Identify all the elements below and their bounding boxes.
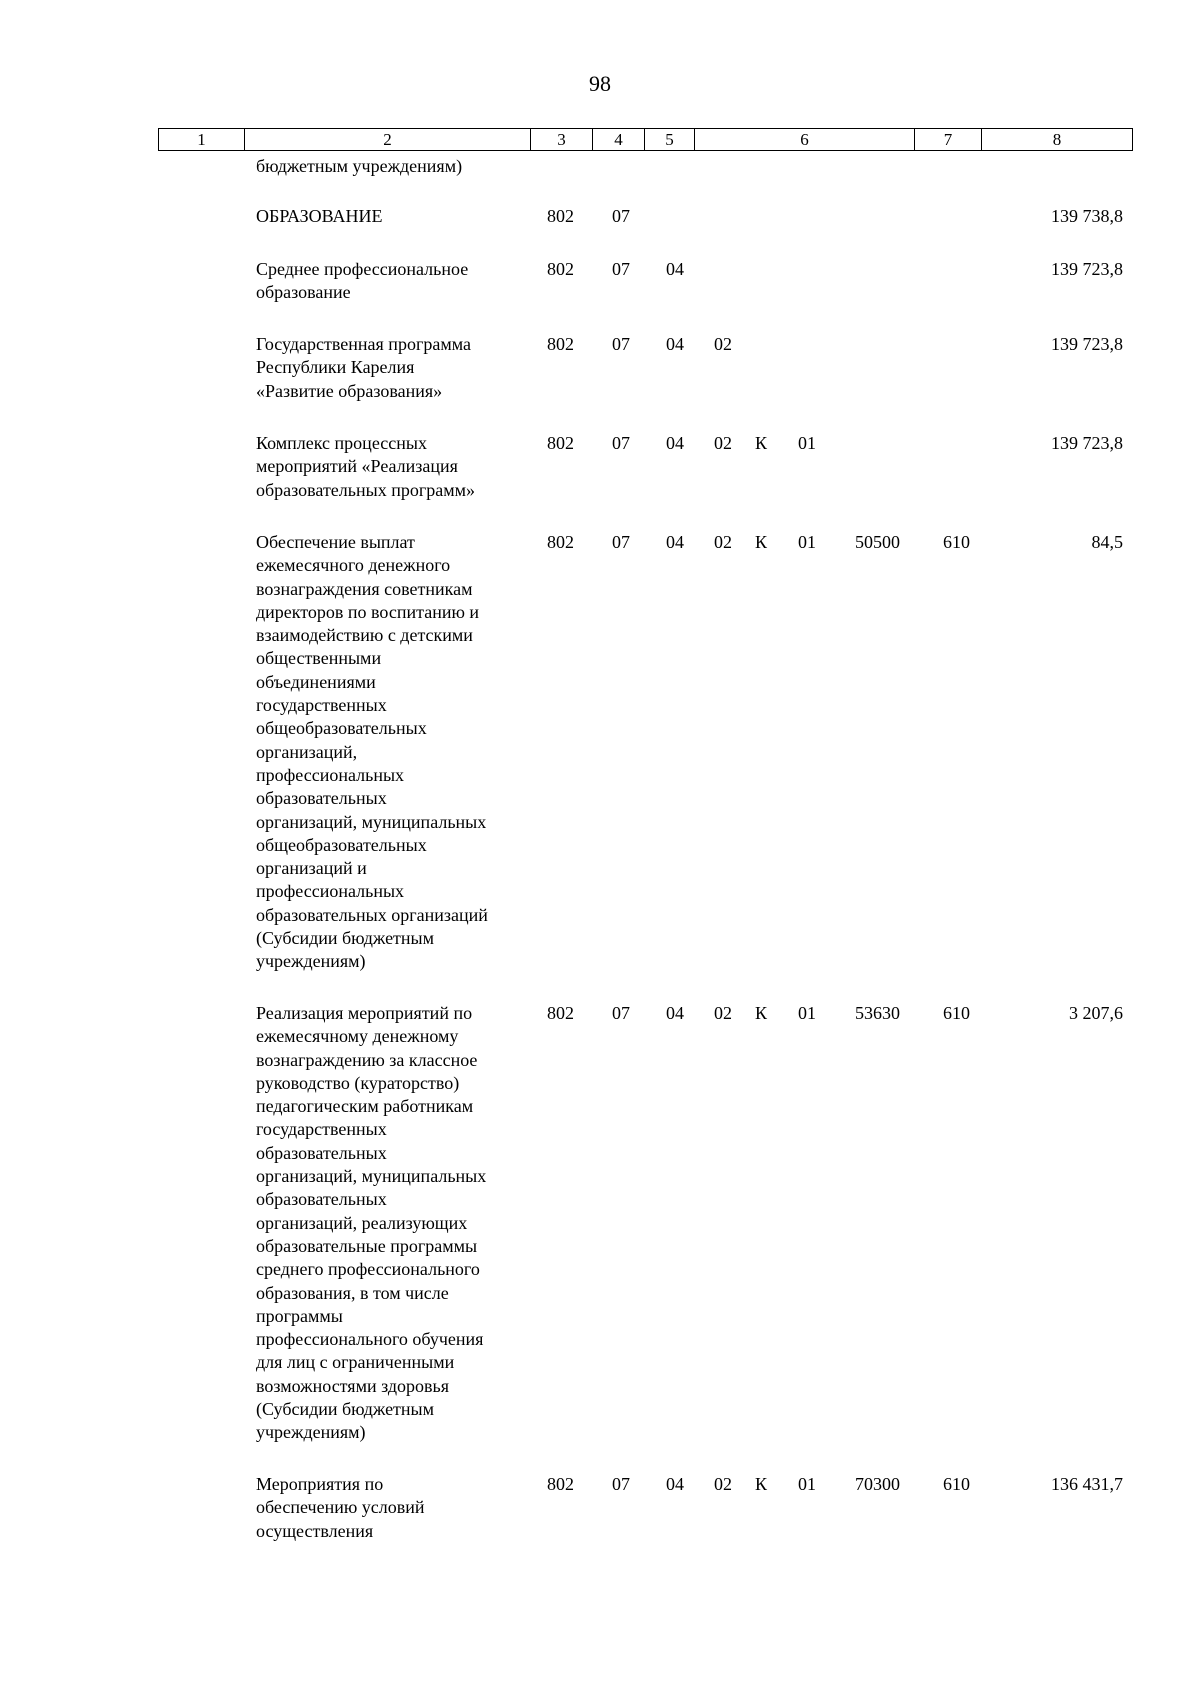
cell-col-4: 07 xyxy=(612,259,630,279)
cell-col-6-direction: 53630 xyxy=(855,1003,900,1023)
row-name: Обеспечение выплат ежемесячного денежного вознаграждения советникам директоров по воспитанию и взаимодействию с детскими общественными объединениями государственных общеобразовательных организаций, профессиональных образовательных организаций, муниципальных общеобразовательных организаций и профессиональных образовательных организаций (Субсидии бюджетным учреждениям) xyxy=(256,532,488,972)
row-name: Государственная программа Республики Карелия «Развитие образования» xyxy=(256,334,471,401)
cell-col-5: 04 xyxy=(666,433,684,453)
cell-col-8: 136 431,7 xyxy=(1051,1474,1123,1494)
header-col-2: 2 xyxy=(245,129,531,150)
cell-col-3: 802 xyxy=(547,334,574,354)
cell-col-6-complex: 01 xyxy=(798,433,816,453)
header-col-7: 7 xyxy=(915,129,982,150)
cell-col-6-complex: 01 xyxy=(798,532,816,552)
cell-col-6-program: 02 xyxy=(714,334,732,354)
row-name: Реализация мероприятий по ежемесячному денежному вознаграждению за классное руководство (кураторство) педагогическим работникам государственных образовательных организаций, муниципальных образовательных организаций, реализующих образовательные программы среднего профессионального образования, в том числе программы профессионального обучения для лиц с ограниченными возможностями здоровья (Субсидии бюджетным учреждениям) xyxy=(256,1003,487,1443)
cell-col-6-program: 02 xyxy=(714,1474,732,1494)
cell-col-3: 802 xyxy=(547,259,574,279)
row-name: Среднее профессиональное образование xyxy=(256,259,469,303)
cell-col-6-type: К xyxy=(755,1003,768,1023)
header-col-8: 8 xyxy=(1052,130,1062,149)
cell-col-3: 802 xyxy=(547,1003,574,1023)
cell-col-5: 04 xyxy=(666,334,684,354)
cell-col-6-complex: 01 xyxy=(798,1474,816,1494)
cell-col-3: 802 xyxy=(547,1474,574,1494)
page-number: 98 xyxy=(589,71,611,96)
cell-col-6-direction: 70300 xyxy=(855,1474,900,1494)
cell-col-4: 07 xyxy=(612,206,630,226)
cell-col-3: 802 xyxy=(547,206,574,226)
header-col-6: 6 xyxy=(695,129,915,150)
cell-col-5: 04 xyxy=(666,1474,684,1494)
cell-col-3: 802 xyxy=(547,433,574,453)
table-header xyxy=(158,128,1133,151)
cell-col-6-complex: 01 xyxy=(798,1003,816,1023)
cell-col-5: 04 xyxy=(666,532,684,552)
cell-col-6-direction: 50500 xyxy=(855,532,900,552)
cell-col-7: 610 xyxy=(943,1003,970,1023)
cell-col-6-program: 02 xyxy=(714,433,732,453)
row-name: Мероприятия по обеспечению условий осуществления xyxy=(256,1474,425,1541)
cell-col-4: 07 xyxy=(612,532,630,552)
cell-col-6-program: 02 xyxy=(714,532,732,552)
cell-col-8: 139 723,8 xyxy=(1051,334,1123,354)
cell-col-3: 802 xyxy=(547,532,574,552)
cell-col-4: 07 xyxy=(612,1003,630,1023)
header-col-5: 5 xyxy=(645,129,695,150)
cell-col-8: 139 738,8 xyxy=(1051,206,1123,226)
cell-col-6-type: К xyxy=(755,433,768,453)
row-name: Комплекс процессных мероприятий «Реализация образовательных программ» xyxy=(256,433,475,500)
row-name: бюджетным учреждениям) xyxy=(256,156,463,176)
cell-col-8: 84,5 xyxy=(1091,532,1123,552)
cell-col-6-type: К xyxy=(755,1474,768,1494)
cell-col-8: 139 723,8 xyxy=(1051,433,1123,453)
cell-col-4: 07 xyxy=(612,433,630,453)
cell-col-4: 07 xyxy=(612,1474,630,1494)
cell-col-5: 04 xyxy=(666,259,684,279)
header-col-3: 3 xyxy=(531,129,593,150)
cell-col-7: 610 xyxy=(943,532,970,552)
cell-col-6-type: К xyxy=(755,532,768,552)
cell-col-8: 3 207,6 xyxy=(1069,1003,1123,1023)
header-col-1: 1 xyxy=(159,129,245,150)
cell-col-7: 610 xyxy=(943,1474,970,1494)
cell-col-5: 04 xyxy=(666,1003,684,1023)
header-col-4: 4 xyxy=(593,129,645,150)
cell-col-6-program: 02 xyxy=(714,1003,732,1023)
cell-col-4: 07 xyxy=(612,334,630,354)
row-name: ОБРАЗОВАНИЕ xyxy=(256,206,383,226)
cell-col-8: 139 723,8 xyxy=(1051,259,1123,279)
